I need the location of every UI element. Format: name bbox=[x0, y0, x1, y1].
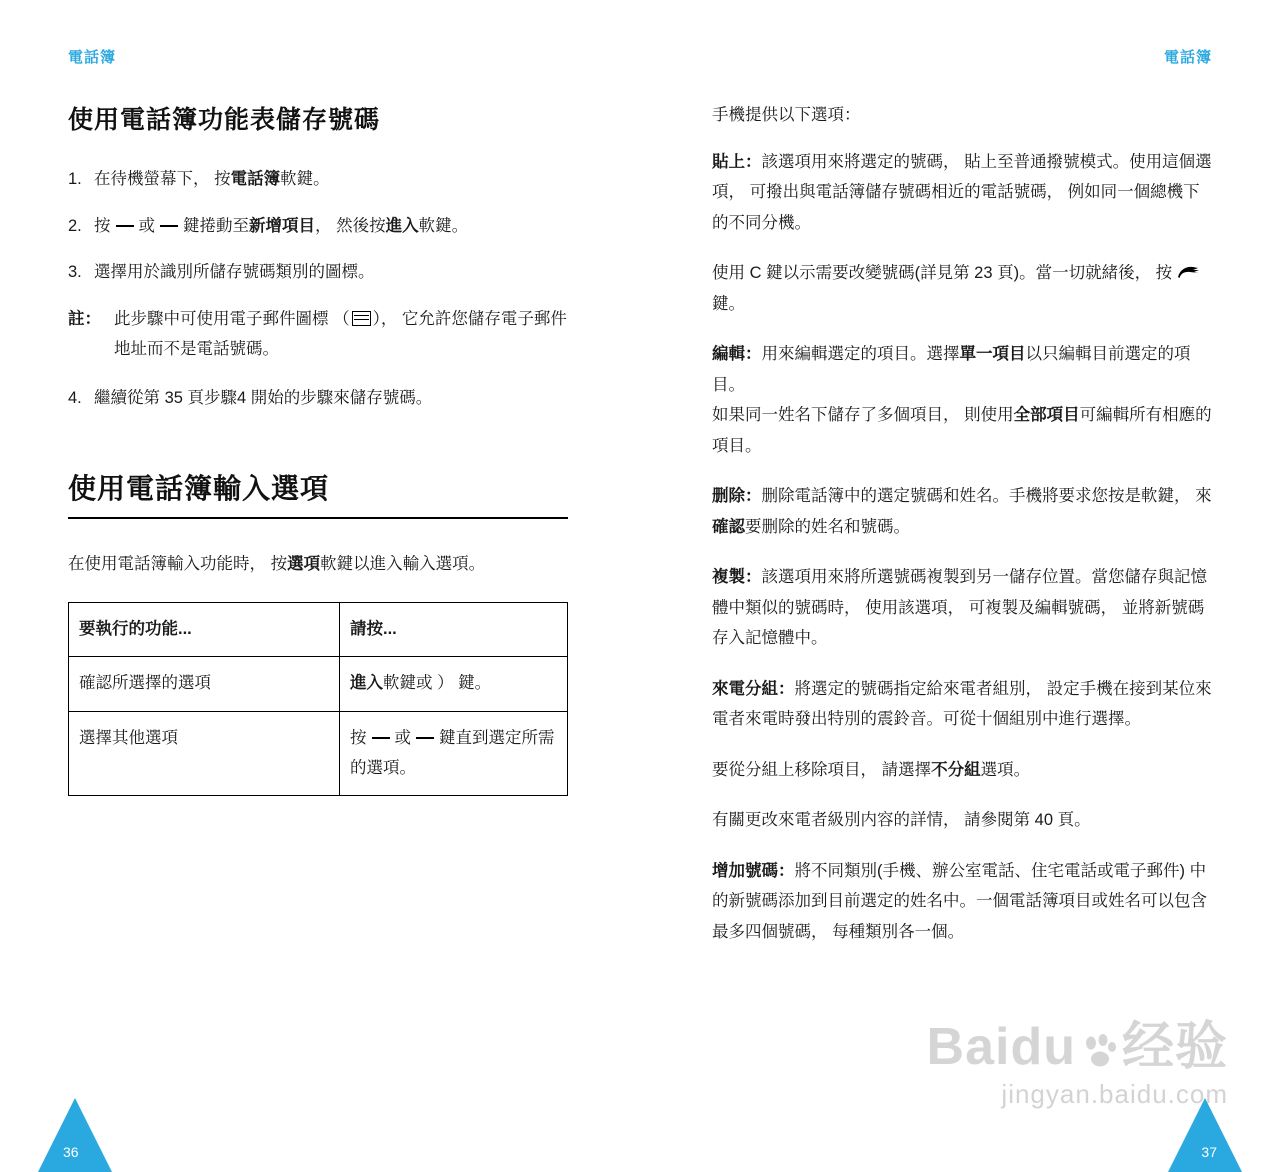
step2-bold1: 新增項目 bbox=[249, 216, 315, 235]
note-text-before: 此步驟中可使用電子郵件圖標 （ bbox=[114, 309, 350, 328]
left-column bbox=[68, 100, 568, 796]
row1-rest: 軟鍵或 ） 鍵。 bbox=[383, 674, 492, 693]
list-text: 繼續從第 35 頁步驟4 開始的步驟來儲存號碼。 bbox=[94, 388, 433, 407]
intro-bold: 選項 bbox=[287, 555, 321, 574]
paste-note bbox=[712, 258, 1212, 319]
ungroup-a: 要從分組上移除項目， 請選擇 bbox=[712, 760, 932, 779]
step1-text-before: 在待機螢幕下， 按 bbox=[94, 170, 231, 188]
ungroup-b: 不分組 bbox=[931, 760, 981, 779]
caller-group-label: 來電分組： bbox=[712, 679, 795, 698]
edit-t2: 以只編輯目前選定的項目。 bbox=[712, 345, 1191, 394]
watermark-brand: Baidu bbox=[926, 1018, 1076, 1076]
row2-text-c: 鍵直到選定所需的選項。 bbox=[350, 728, 555, 777]
paste-text: 該選項用來將選定的號碼， 貼上至普通撥號模式。使用這個選項， 可撥出與電話簿儲存號碼相近的電話號碼， 例如同一個總機下的不同分機。 bbox=[712, 152, 1212, 232]
step2-bold2: 進入 bbox=[385, 216, 419, 235]
see-page-note: 有關更改來電者級別内容的詳情， 請參閱第 40 頁。 bbox=[712, 811, 1091, 830]
section-intro bbox=[68, 549, 568, 580]
list-text bbox=[94, 211, 568, 242]
watermark-url: jingyan.baidu.com bbox=[1001, 1079, 1228, 1109]
down-key-icon bbox=[160, 225, 178, 227]
edit-option bbox=[712, 339, 1212, 461]
delete-t1: 删除電話簿中的選定號碼和姓名。手機將要求您按是軟鍵， 來 bbox=[761, 487, 1212, 506]
list-number: 1. bbox=[68, 170, 82, 188]
note-block bbox=[68, 304, 568, 365]
edit-b2: 全部項目 bbox=[1013, 406, 1080, 425]
note-text-after: ）， 它允許您儲存電子郵件地址而不是電話號碼。 bbox=[114, 309, 567, 359]
list-item bbox=[68, 383, 568, 414]
delete-t2: 要删除的姓名和號碼。 bbox=[745, 517, 910, 536]
page-title: 使用電話簿功能表儲存號碼 bbox=[68, 106, 381, 134]
up-key-icon bbox=[372, 737, 390, 739]
table-cell-action bbox=[340, 657, 568, 712]
table-cell-function: 選擇其他選項 bbox=[69, 711, 340, 795]
list-item bbox=[68, 211, 568, 242]
table-cell-action bbox=[340, 711, 568, 795]
send-key-icon bbox=[1176, 265, 1202, 280]
step1-bold: 電話簿 bbox=[230, 170, 281, 188]
running-header-right: 電話簿 bbox=[1163, 49, 1212, 66]
table-row bbox=[69, 711, 568, 795]
delete-label: 删除： bbox=[712, 487, 762, 506]
table-header-row bbox=[69, 602, 568, 657]
step2-text-a: 按 bbox=[94, 216, 111, 235]
page-number-left: 36 bbox=[63, 1144, 79, 1160]
delete-option bbox=[712, 481, 1212, 542]
table-row bbox=[69, 657, 568, 712]
row1-bold: 進入 bbox=[350, 674, 383, 693]
list-item bbox=[68, 164, 568, 195]
paste-note-b: 鍵。 bbox=[712, 294, 745, 313]
intro-text-b: 軟鍵以進入輸入選項。 bbox=[320, 555, 486, 574]
caller-group-option bbox=[712, 674, 1212, 735]
options-table bbox=[68, 602, 568, 797]
copy-text: 該選項用來將所選號碼複製到另一儲存位置。當您儲存與記憶體中類似的號碼時， 使用該選項， 可複製及編輯號碼， 並將新號碼存入記憶體中。 bbox=[712, 568, 1207, 648]
page-corner-right bbox=[1168, 1098, 1242, 1172]
list-number: 3. bbox=[68, 263, 82, 282]
copy-option bbox=[712, 562, 1212, 654]
step2-text-e: 軟鍵。 bbox=[418, 216, 469, 235]
note-text bbox=[114, 304, 568, 365]
watermark bbox=[926, 1018, 1228, 1110]
edit-b1: 單一項目 bbox=[959, 345, 1026, 364]
down-key-icon bbox=[416, 737, 434, 739]
table-cell-function: 確認所選擇的選項 bbox=[69, 657, 340, 712]
right-column bbox=[712, 100, 1212, 967]
step2-text-c: 鍵捲動至 bbox=[183, 216, 249, 235]
edit-t4: 可編輯所有相應的項目。 bbox=[712, 406, 1212, 455]
step2-text-b: 或 bbox=[138, 216, 155, 235]
ungroup-c: 選項。 bbox=[980, 760, 1031, 779]
table-header-cell: 要執行的功能... bbox=[69, 602, 340, 657]
right-intro: 手機提供以下選項： bbox=[712, 106, 861, 124]
paste-option bbox=[712, 147, 1212, 239]
up-key-icon bbox=[116, 225, 134, 227]
paste-label: 貼上： bbox=[712, 152, 762, 171]
intro-text-a: 在使用電話簿輸入功能時， 按 bbox=[68, 555, 288, 574]
note-label: 註： bbox=[68, 309, 101, 328]
step1-text-after: 軟鍵。 bbox=[280, 170, 330, 188]
list-text: 選擇用於識別所儲存號碼類別的圖標。 bbox=[94, 263, 375, 282]
paste-note-a: 使用 C 鍵以示需要改變號碼(詳見第 23 頁)。當一切就緒後， 按 bbox=[712, 264, 1173, 283]
edit-label: 編輯： bbox=[712, 345, 762, 364]
list-text bbox=[94, 164, 568, 195]
running-header-left: 電話簿 bbox=[68, 49, 117, 66]
step2-text-d: ， 然後按 bbox=[315, 216, 386, 235]
add-number-text: 將不同類別(手機、辦公室電話、住宅電話或電子郵件) 中的新號碼添加到目前選定的姓名中。一個電話簿項目或姓名可以包含最多四個號碼， 每種類別各一個。 bbox=[712, 861, 1207, 941]
watermark-main bbox=[926, 1018, 1228, 1076]
add-number-option bbox=[712, 856, 1212, 948]
delete-b1: 確認 bbox=[712, 517, 745, 536]
paw-icon bbox=[1078, 1029, 1120, 1071]
copy-label: 複製： bbox=[712, 568, 762, 587]
section-title-2: 使用電話簿輸入選項 bbox=[68, 467, 568, 519]
row2-text-b: 或 bbox=[394, 728, 411, 747]
edit-t3: 如果同一姓名下儲存了多個項目， 則使用 bbox=[712, 406, 1014, 425]
page-corner-left bbox=[38, 1098, 112, 1172]
table-header-cell: 請按... bbox=[340, 602, 568, 657]
page-number-right: 37 bbox=[1201, 1144, 1217, 1160]
email-icon bbox=[352, 311, 371, 326]
ungroup-note bbox=[712, 755, 1212, 786]
watermark-brand-cn: 经验 bbox=[1121, 1018, 1228, 1076]
list-number: 2. bbox=[68, 216, 82, 235]
add-number-label: 增加號碼： bbox=[712, 861, 795, 880]
caller-group-text: 將選定的號碼指定給來電者組別， 設定手機在接到某位來電者來電時發出特別的震鈴音。可從十個組別中進行選擇。 bbox=[712, 679, 1212, 729]
row2-text-a: 按 bbox=[350, 728, 367, 747]
list-number: 4. bbox=[68, 388, 82, 407]
edit-t1: 用來編輯選定的項目。選擇 bbox=[761, 345, 960, 364]
list-item bbox=[68, 257, 568, 288]
